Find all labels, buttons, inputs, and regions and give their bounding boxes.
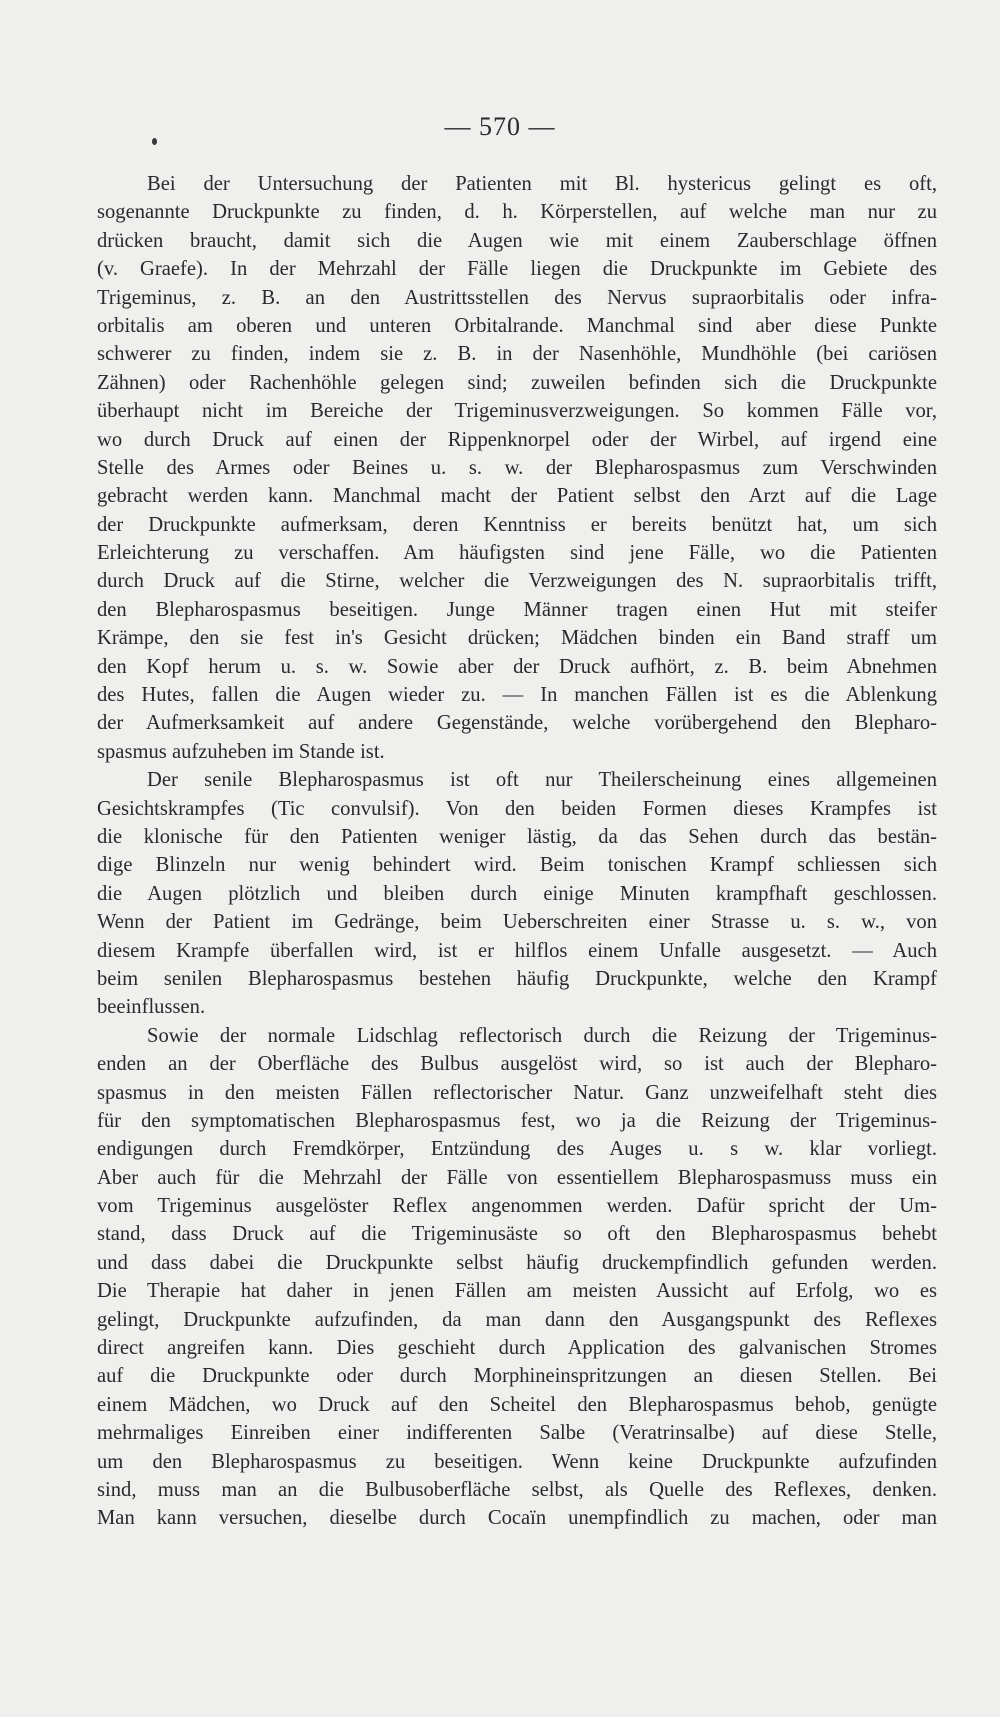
- text-line: Man kann versuchen, dieselbe durch Cocaïn unempfindlich zu machen, oder man: [97, 1507, 937, 1530]
- text-line: überhaupt nicht im Bereiche der Trigeminusverzweigungen. So kommen Fälle vor,: [97, 400, 937, 423]
- text-line: spasmus aufzuheben im Stande ist.: [97, 740, 385, 763]
- text-line: Krämpe, den sie fest in's Gesicht drücken; Mädchen binden ein Band straff um: [97, 627, 937, 650]
- text-line: gebracht werden kann. Manchmal macht der Patient selbst den Arzt auf die Lage: [97, 485, 937, 508]
- text-line: beim senilen Blepharospasmus bestehen häufig Druckpunkte, welche den Krampf: [97, 967, 937, 990]
- text-line: wo durch Druck auf einen der Rippenknorpel oder der Wirbel, auf irgend eine: [97, 428, 937, 451]
- text-line: Erleichterung zu verschaffen. Am häufigsten sind jene Fälle, wo die Patienten: [97, 542, 937, 565]
- text-line: mehrmaliges Einreiben einer indifferenten Salbe (Veratrinsalbe) auf diese Stelle,: [97, 1422, 937, 1445]
- text-line: den Kopf herum u. s. w. Sowie aber der Druck aufhört, z. B. beim Abnehmen: [97, 655, 937, 678]
- text-line: spasmus in den meisten Fällen reflectorischer Natur. Ganz unzweifelhaft steht dies: [97, 1081, 937, 1104]
- text-line: Gesichtskrampfes (Tic convulsif). Von den beiden Formen dieses Krampfes ist: [97, 797, 937, 820]
- text-line: Zähnen) oder Rachenhöhle gelegen sind; zuweilen befinden sich die Druckpunkte: [97, 371, 937, 394]
- text-line: den Blepharospasmus beseitigen. Junge Männer tragen einen Hut mit steifer: [97, 598, 937, 621]
- text-line: gelingt, Druckpunkte aufzufinden, da man dann den Ausgangspunkt des Reflexes: [97, 1308, 937, 1331]
- text-line: die klonische für den Patienten weniger lästig, da das Sehen durch das bestän-: [97, 825, 937, 848]
- ink-speck: [152, 138, 157, 145]
- text-line: die Augen plötzlich und bleiben durch einige Minuten krampfhaft geschlossen.: [97, 882, 937, 905]
- text-line: einem Mädchen, wo Druck auf den Scheitel den Blepharospasmus behob, genügte: [97, 1393, 937, 1416]
- text-line: orbitalis am oberen und unteren Orbitalrande. Manchmal sind aber diese Punkte: [97, 314, 937, 337]
- text-line: um den Blepharospasmus zu beseitigen. Wenn keine Druckpunkte aufzufinden: [97, 1450, 937, 1473]
- text-line: Bei der Untersuchung der Patienten mit Bl. hystericus gelingt es oft,: [147, 173, 937, 195]
- text-line: Stelle des Armes oder Beines u. s. w. der Blepharospasmus zum Verschwinden: [97, 456, 937, 479]
- text-line: direct angreifen kann. Dies geschieht durch Application des galvanischen Stromes: [97, 1337, 937, 1360]
- text-line: stand, dass Druck auf die Trigeminusäste so oft den Blepharospasmus behebt: [97, 1223, 937, 1246]
- text-line: (v. Graefe). In der Mehrzahl der Fälle liegen die Druckpunkte im Gebiete des: [97, 258, 937, 281]
- text-line: auf die Druckpunkte oder durch Morphineinspritzungen an diesen Stellen. Bei: [97, 1365, 937, 1388]
- text-line: Trigeminus, z. B. an den Austrittsstellen des Nervus supraorbitalis oder infra-: [97, 286, 937, 309]
- text-line: dige Blinzeln nur wenig behindert wird. Beim tonischen Krampf schliessen sich: [97, 854, 937, 877]
- text-line: beeinflussen.: [97, 996, 206, 1019]
- text-line: drücken braucht, damit sich die Augen wie mit einem Zauberschlage öffnen: [97, 229, 937, 252]
- text-line: der Aufmerksamkeit auf andere Gegenstände, welche vorübergehend den Blepharo-: [97, 712, 937, 735]
- text-line: schwerer zu finden, indem sie z. B. in der Nasenhöhle, Mundhöhle (bei cariösen: [97, 343, 937, 366]
- text-line: Der senile Blepharospasmus ist oft nur Theilerscheinung eines allgemeinen: [147, 769, 937, 792]
- text-line: vom Trigeminus ausgelöster Reflex angenommen werden. Dafür spricht der Um-: [97, 1195, 937, 1218]
- text-line: endigungen durch Fremdkörper, Entzündung des Auges u. s w. klar vorliegt.: [97, 1138, 937, 1161]
- text-line: für den symptomatischen Blepharospasmus fest, wo ja die Reizung der Trigeminus-: [97, 1109, 937, 1132]
- body-text: [97, 170, 937, 1533]
- text-line: und dass dabei die Druckpunkte selbst häufig druckempfindlich gefunden werden.: [97, 1251, 937, 1274]
- text-line: des Hutes, fallen die Augen wieder zu. — In manchen Fällen ist es die Ablenkung: [97, 684, 937, 707]
- text-line: sogenannte Druckpunkte zu finden, d. h. Körperstellen, auf welche man nur zu: [97, 201, 937, 224]
- text-line: durch Druck auf die Stirne, welcher die Verzweigungen des N. supraorbitalis trifft,: [97, 570, 937, 593]
- page-number: — 570 —: [444, 112, 556, 141]
- text-line: Aber auch für die Mehrzahl der Fälle von essentiellem Blepharospasmuss muss ein: [97, 1166, 937, 1189]
- text-line: enden an der Oberfläche des Bulbus ausgelöst wird, so ist auch der Blepharo-: [97, 1053, 937, 1076]
- text-line: Sowie der normale Lidschlag reflectorisch durch die Reizung der Trigeminus-: [147, 1024, 937, 1047]
- text-line: der Druckpunkte aufmerksam, deren Kenntniss er bereits benützt hat, um sich: [97, 513, 937, 536]
- text-line: diesem Krampfe überfallen wird, ist er hilflos einem Unfalle ausgesetzt. — Auch: [97, 939, 937, 962]
- text-line: Die Therapie hat daher in jenen Fällen am meisten Aussicht auf Erfolg, wo es: [97, 1280, 937, 1303]
- text-line: Wenn der Patient im Gedränge, beim Ueberschreiten einer Strasse u. s. w., von: [97, 911, 937, 934]
- text-line: sind, muss man an die Bulbusoberfläche selbst, als Quelle des Reflexes, denken.: [97, 1478, 937, 1501]
